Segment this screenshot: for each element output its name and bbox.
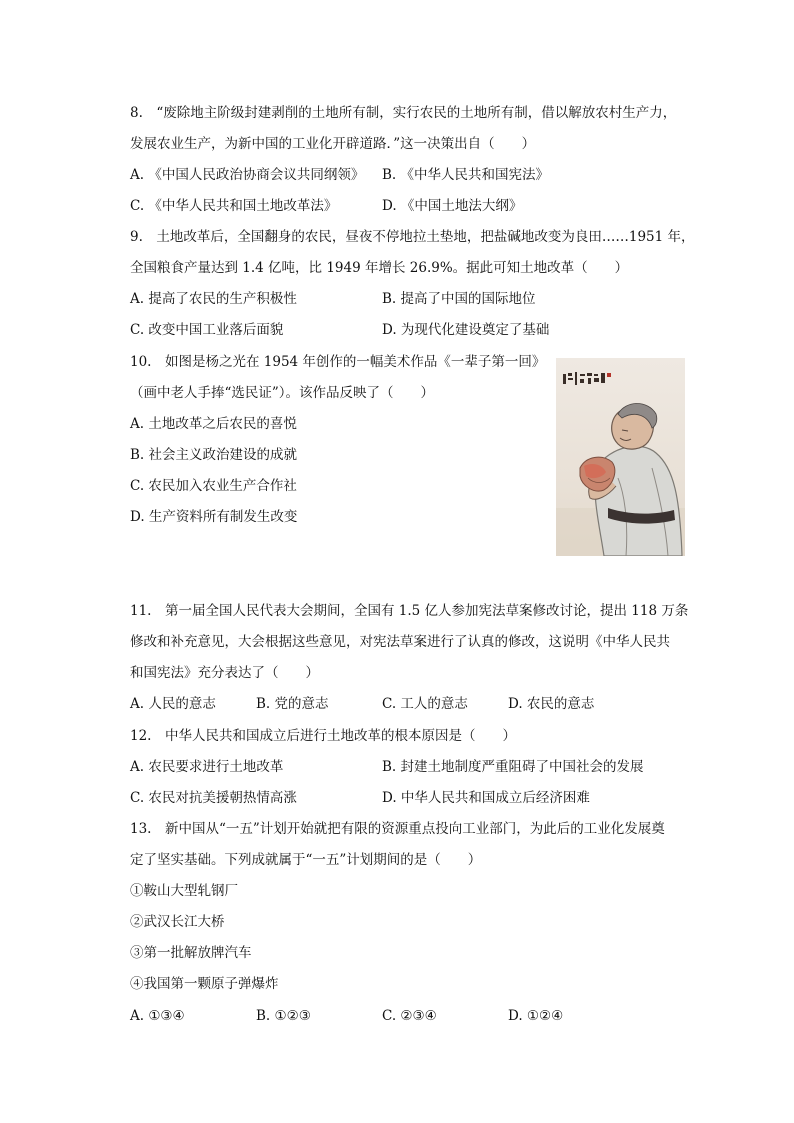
q11-stem-line-2: 修改和补充意见，大会根据这些意见，对宪法草案进行了认真的修改，这说明《中华人民共 (130, 634, 670, 650)
q13-option-d[interactable]: D. ①②④ (508, 1008, 564, 1024)
painting-elderly-woman-holding-voter-card-icon (556, 358, 685, 556)
q11-option-a[interactable]: A. 人民的意志 (130, 696, 216, 712)
q13-item-3: ③第一批解放牌汽车 (130, 945, 252, 961)
q12-option-a[interactable]: A. 农民要求进行土地改革 (130, 759, 284, 775)
q13-option-c[interactable]: C. ②③④ (382, 1008, 437, 1024)
calligraphy-inscription (563, 372, 611, 385)
q13-item-2: ②武汉长江大桥 (130, 914, 225, 930)
q8-option-d[interactable]: D. 《中国土地法大纲》 (382, 198, 523, 214)
q11-option-d[interactable]: D. 农民的意志 (508, 696, 595, 712)
q13-option-a[interactable]: A. ①③④ (130, 1008, 185, 1024)
q9-stem-line-2: 全国粮食产量达到 1.4 亿吨，比 1949 年增长 26.9%。据此可知土地改革（ ） (130, 260, 629, 276)
q12-option-c[interactable]: C. 农民对抗美援朝热情高涨 (130, 790, 297, 806)
q13-option-b[interactable]: B. ①②③ (256, 1008, 311, 1024)
q11-option-c[interactable]: C. 工人的意志 (382, 696, 468, 712)
q11-option-b[interactable]: B. 党的意志 (256, 696, 329, 712)
q8-option-a[interactable]: A. 《中国人民政治协商会议共同纲领》 (130, 167, 365, 183)
q8-option-c[interactable]: C. 《中华人民共和国土地改革法》 (130, 198, 338, 214)
q10-stem-line-1: 10. 如图是杨之光在 1954 年创作的一幅美术作品《一辈子第一回》 (130, 354, 546, 370)
q10-option-a[interactable]: A. 土地改革之后农民的喜悦 (130, 416, 297, 432)
q9-option-c[interactable]: C. 改变中国工业落后面貌 (130, 322, 284, 338)
q8-stem-line-1: 8. “废除地主阶级封建剥削的土地所有制，实行农民的土地所有制，借以解放农村生产力， (130, 105, 677, 121)
q10-stem-line-2: （画中老人手捧“选民证”）。该作品反映了（ ） (130, 385, 435, 401)
q11-stem-line-1: 11. 第一届全国人民代表大会期间，全国有 1.5 亿人参加宪法草案修改讨论，提出 118 万条 (130, 603, 689, 619)
q9-option-b[interactable]: B. 提高了中国的国际地位 (382, 291, 536, 307)
q13-stem-line-2: 定了坚实基础。下列成就属于“一五”计划期间的是（ ） (130, 852, 482, 868)
q12-stem-line-1: 12. 中华人民共和国成立后进行土地改革的根本原因是（ ） (130, 728, 516, 744)
q13-item-4: ④我国第一颗原子弹爆炸 (130, 976, 279, 992)
q10-option-d[interactable]: D. 生产资料所有制发生改变 (130, 509, 298, 525)
q10-option-b[interactable]: B. 社会主义政治建设的成就 (130, 447, 298, 463)
q8-option-b[interactable]: B. 《中华人民共和国宪法》 (382, 167, 550, 183)
q9-option-d[interactable]: D. 为现代化建设奠定了基础 (382, 322, 550, 338)
q12-option-b[interactable]: B. 封建土地制度严重阻碍了中国社会的发展 (382, 759, 644, 775)
q13-stem-line-1: 13. 新中国从“一五”计划开始就把有限的资源重点投向工业部门，为此后的工业化发展奠 (130, 821, 665, 837)
q13-item-1: ①鞍山大型轧钢厂 (130, 883, 238, 899)
painting-svg (556, 358, 685, 556)
q9-option-a[interactable]: A. 提高了农民的生产积极性 (130, 291, 297, 307)
q9-stem-line-1: 9. 土地改革后，全国翻身的农民，昼夜不停地拉土垫地，把盐碱地改变为良田……1951 年， (130, 229, 695, 245)
q11-stem-line-3: 和国宪法》充分表达了（ ） (130, 665, 319, 681)
q8-stem-line-2: 发展农业生产，为新中国的工业化开辟道路．”这一决策出自（ ） (130, 136, 536, 152)
q12-option-d[interactable]: D. 中华人民共和国成立后经济困难 (382, 790, 590, 806)
q10-option-c[interactable]: C. 农民加入农业生产合作社 (130, 478, 297, 494)
